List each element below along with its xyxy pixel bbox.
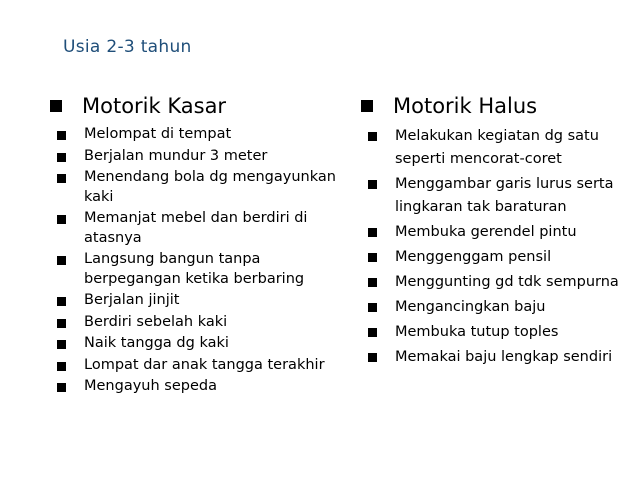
- square-bullet-icon: [57, 319, 66, 328]
- list-item: [42, 334, 342, 354]
- list-item: [42, 168, 342, 207]
- square-bullet-icon: [368, 180, 377, 189]
- list-item-text: Menggunting gd tdk sempurna: [395, 274, 619, 290]
- list-item-text: Berjalan jinjit: [84, 292, 180, 308]
- list-item-text: Membuka gerendel pintu: [395, 224, 577, 240]
- square-bullet-icon: [57, 215, 66, 224]
- square-bullet-icon: [368, 303, 377, 312]
- list-item: [353, 221, 633, 244]
- list-item: [353, 296, 633, 319]
- heading-text: Motorik Kasar: [82, 94, 227, 118]
- square-bullet-icon: [57, 383, 66, 392]
- list-item: [42, 209, 342, 248]
- square-bullet-icon: [368, 132, 377, 141]
- heading-text: Motorik Halus: [393, 94, 538, 118]
- list-item: [42, 291, 342, 311]
- square-bullet-icon: [361, 100, 373, 112]
- list-item-text: Mengancingkan baju: [395, 299, 546, 315]
- list-item-text: Mengayuh sepeda: [84, 378, 217, 394]
- list-item: [353, 246, 633, 269]
- list-item: [42, 250, 342, 289]
- list-item: [42, 125, 342, 145]
- list-item-text: Membuka tutup toples: [395, 324, 559, 340]
- square-bullet-icon: [57, 340, 66, 349]
- square-bullet-icon: [50, 100, 62, 112]
- list-item: [353, 125, 633, 171]
- square-bullet-icon: [57, 153, 66, 162]
- column-motorik-kasar: [42, 92, 342, 399]
- column-motorik-halus: [353, 92, 633, 371]
- list-motorik-kasar: [42, 125, 342, 397]
- list-item-text: Lompat dar anak tangga terakhir: [84, 356, 325, 373]
- list-item: [42, 313, 342, 333]
- square-bullet-icon: [368, 328, 377, 337]
- list-item: [42, 356, 342, 376]
- list-item-text: Menggenggam pensil: [395, 249, 552, 265]
- square-bullet-icon: [368, 278, 377, 287]
- list-item-text: Menggambar garis lurus serta lingkaran tak baraturan: [395, 176, 614, 215]
- slide-title: Usia 2-3 tahun: [63, 37, 192, 57]
- square-bullet-icon: [57, 297, 66, 306]
- square-bullet-icon: [368, 253, 377, 262]
- list-item: [42, 377, 342, 397]
- square-bullet-icon: [57, 362, 66, 371]
- list-item: [353, 173, 633, 219]
- heading-motorik-kasar: [42, 92, 342, 122]
- square-bullet-icon: [57, 174, 66, 183]
- list-item: [42, 147, 342, 167]
- list-item-text: Memakai baju lengkap sendiri: [395, 349, 613, 365]
- list-motorik-halus: [353, 125, 633, 369]
- list-item: [353, 321, 633, 344]
- list-item-text: Memanjat mebel dan berdiri di atasnya: [84, 210, 308, 246]
- list-item-text: Melompat di tempat: [84, 126, 232, 142]
- list-item-text: Berjalan mundur 3 meter: [84, 147, 268, 164]
- square-bullet-icon: [57, 256, 66, 265]
- square-bullet-icon: [57, 131, 66, 140]
- heading-motorik-halus: [353, 92, 633, 122]
- square-bullet-icon: [368, 228, 377, 237]
- list-item-text: Menendang bola dg mengayunkan kaki: [84, 169, 336, 205]
- list-item: [353, 346, 633, 369]
- list-item-text: Naik tangga dg kaki: [84, 335, 229, 351]
- list-item-text: Berdiri sebelah kaki: [84, 313, 228, 330]
- square-bullet-icon: [368, 353, 377, 362]
- list-item-text: Melakukan kegiatan dg satu seperti mencorat-coret: [395, 128, 599, 167]
- list-item-text: Langsung bangun tanpa berpegangan ketika berbaring: [84, 251, 305, 287]
- list-item: [353, 271, 633, 294]
